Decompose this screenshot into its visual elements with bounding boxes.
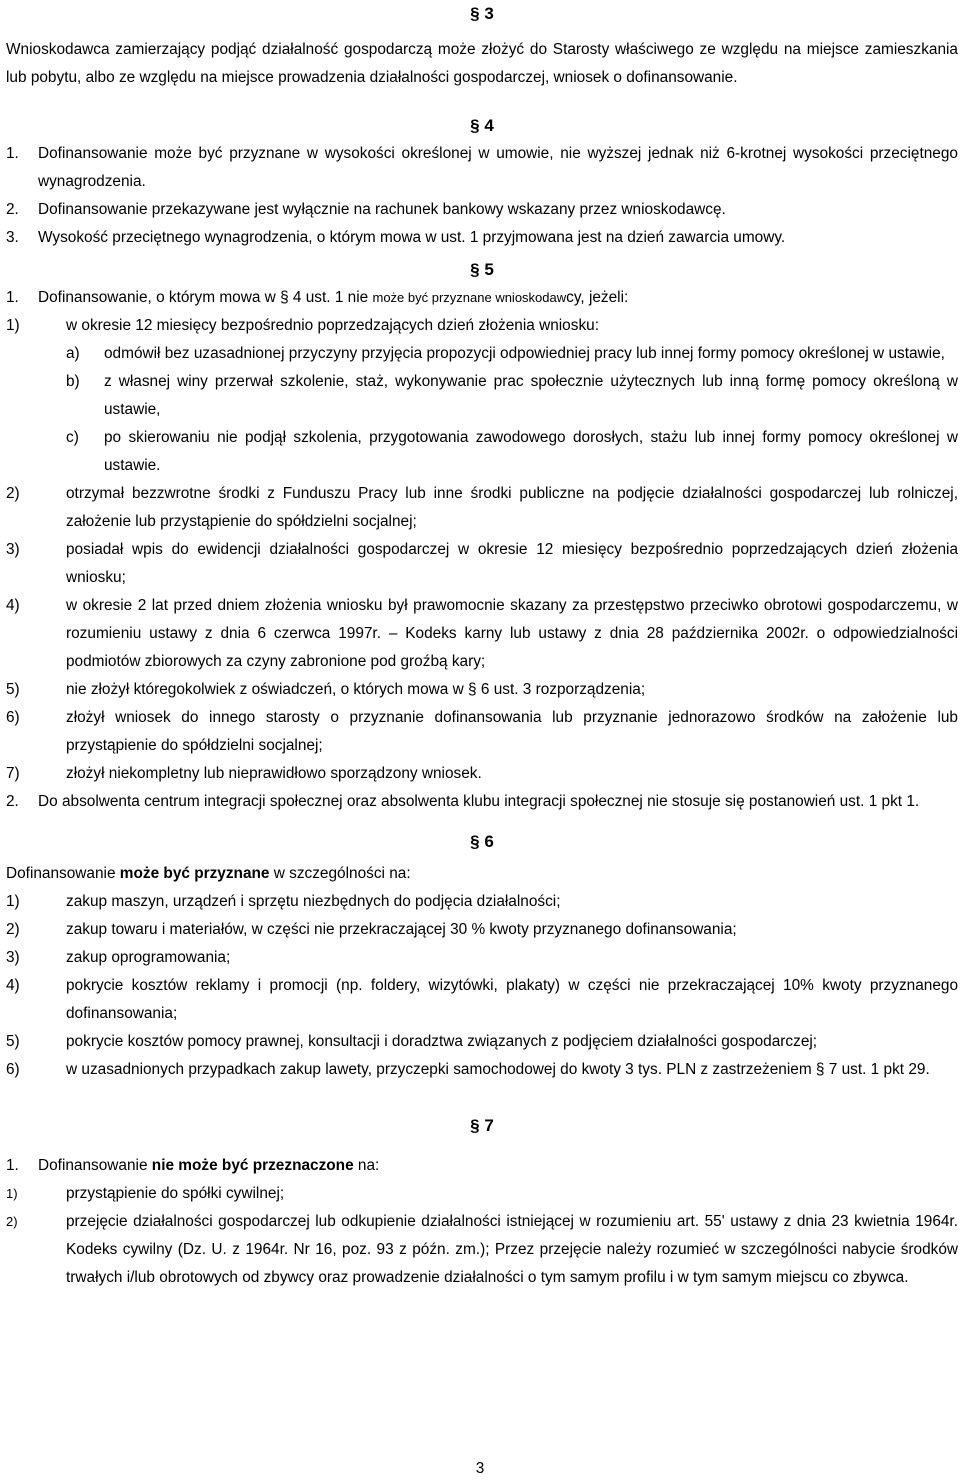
paragraph-text: Dofinansowanie nie może być przeznaczone na: <box>38 1157 380 1174</box>
item-text: w okresie 12 miesięcy bezpośrednio poprzedzających dzień złożenia wniosku: <box>66 317 599 334</box>
section-5-item <box>6 536 958 592</box>
section-6-intro: Dofinansowanie może być przyznane w szczególności na: <box>6 865 411 882</box>
section-4-item <box>6 196 958 224</box>
section-4-item <box>6 140 958 196</box>
item-text: w okresie 2 lat przed dniem złożenia wniosku był prawomocnie skazany za przestępstwo przeciwko obrotowi gospodarczemu, w rozumieniu ustawy z dnia 6 czerwca 1997r. – Kodeks karny lub ustawy z dnia 28 października 2002r. o odpowiedzialności podmiotów zbiorowych za czyny zabronione pod groźbą kary; <box>66 597 958 670</box>
item-text: Wysokość przeciętnego wynagrodzenia, o którym mowa w ust. 1 przyjmowana jest na dzień zawarcia umowy. <box>38 229 786 246</box>
item-number: 1) <box>6 1186 18 1201</box>
section-3-heading: § 3 <box>470 4 494 23</box>
item-number: 1. <box>6 145 19 162</box>
item-text: nie złożył któregokolwiek z oświadczeń, o których mowa w § 6 ust. 3 rozporządzenia; <box>66 681 646 698</box>
item-text: pokrycie kosztów reklamy i promocji (np. foldery, wizytówki, plakaty) w części nie przekraczającej 10% kwoty przyznanego dofinansowania; <box>66 977 958 1022</box>
subitem-text: po skierowaniu nie podjął szkolenia, przygotowania zawodowego dorosłych, stażu lub innej formy pomocy określonej w ustawie. <box>104 429 958 474</box>
section-6-heading: § 6 <box>470 832 494 851</box>
item-number: 3. <box>6 229 19 246</box>
item-text: przystąpienie do spółki cywilnej; <box>66 1185 285 1202</box>
paragraph-text: Dofinansowanie, o którym mowa w § 4 ust. 1 nie może być przyznane wnioskodawcy, jeżeli: <box>38 289 629 306</box>
item-number: 2. <box>6 201 19 218</box>
section-5-subitem <box>6 340 958 368</box>
section-6-item <box>6 972 958 1028</box>
section-5-paragraph-1 <box>6 284 958 312</box>
section-7-heading: § 7 <box>470 1116 494 1135</box>
item-number: 2) <box>6 921 20 938</box>
item-text: zakup towaru i materiałów, w części nie przekraczającej 30 % kwoty przyznanego dofinansowania; <box>66 921 737 938</box>
paragraph-number: 1. <box>6 1157 19 1174</box>
item-text: Dofinansowanie może być przyznane w wysokości określonej w umowie, nie wyższej jednak niż 6-krotnej wysokości przeciętnego wynagrodzenia. <box>38 145 958 190</box>
subitem-letter: b) <box>66 373 80 390</box>
paragraph-text: Do absolwenta centrum integracji społecznej oraz absolwenta klubu integracji społecznej nie stosuje się postanowień ust. 1 pkt 1. <box>38 793 920 810</box>
section-7-item <box>6 1180 958 1208</box>
section-5-item <box>6 592 958 676</box>
section-7-item <box>6 1208 958 1292</box>
item-text: pokrycie kosztów pomocy prawnej, konsultacji i doradztwa związanych z podjęciem działalności gospodarczej; <box>66 1033 818 1050</box>
item-number: 4) <box>6 977 20 994</box>
section-4-item <box>6 224 958 252</box>
section-6-item <box>6 1028 958 1056</box>
item-text: zakup oprogramowania; <box>66 949 231 966</box>
item-number: 7) <box>6 765 20 782</box>
item-text: złożył wniosek do innego starosty o przyznanie dofinansowania lub przyznanie jednorazowo środków na założenie lub przystąpienie do spółdzielni socjalnej; <box>66 709 958 754</box>
item-number: 2) <box>6 1214 18 1229</box>
item-number: 6) <box>6 709 20 726</box>
item-text: zakup maszyn, urządzeń i sprzętu niezbędnych do podjęcia działalności; <box>66 893 561 910</box>
item-number: 6) <box>6 1061 20 1078</box>
paragraph-number: 1. <box>6 289 19 306</box>
subitem-letter: c) <box>66 429 79 446</box>
section-4-heading: § 4 <box>470 116 494 135</box>
item-number: 2) <box>6 485 20 502</box>
section-6-item <box>6 1056 958 1084</box>
section-7-paragraph-1 <box>6 1152 958 1180</box>
section-3-text: Wnioskodawca zamierzający podjąć działalność gospodarczą może złożyć do Starosty właściwego ze względu na miejsce zamieszkania lub pobytu, albo ze względu na miejsce prowadzenia działalności gospodarczej, wniosek o dofinansowanie. <box>6 41 958 86</box>
subitem-text: odmówił bez uzasadnionej przyczyny przyjęcia propozycji odpowiedniej pracy lub innej formy pomocy określonej w ustawie, <box>104 345 945 362</box>
item-text: otrzymał bezzwrotne środki z Funduszu Pracy lub inne środki publiczne na podjęcie działalności gospodarczej lub rolniczej, założenie lub przystąpienie do spółdzielni socjalnej; <box>66 485 958 530</box>
item-number: 4) <box>6 597 20 614</box>
item-number: 1) <box>6 893 20 910</box>
item-number: 1) <box>6 317 20 334</box>
item-number: 5) <box>6 1033 20 1050</box>
section-5-subitem <box>6 424 958 480</box>
item-number: 3) <box>6 949 20 966</box>
item-text: Dofinansowanie przekazywane jest wyłącznie na rachunek bankowy wskazany przez wnioskodawcę. <box>38 201 726 218</box>
section-6-item <box>6 944 958 972</box>
section-5-item <box>6 676 958 704</box>
section-5-heading: § 5 <box>470 260 494 279</box>
section-5-paragraph-2 <box>6 788 958 816</box>
item-text: złożył niekompletny lub nieprawidłowo sporządzony wniosek. <box>66 765 482 782</box>
item-text: posiadał wpis do ewidencji działalności gospodarczej w okresie 12 miesięcy bezpośrednio poprzedzających dzień złożenia wniosku; <box>66 541 958 586</box>
section-5-item <box>6 760 958 788</box>
item-text: w uzasadnionych przypadkach zakup lawety, przyczepki samochodowej do kwoty 3 tys. PLN z zastrzeżeniem § 7 ust. 1 pkt 29. <box>66 1061 930 1078</box>
section-5-subitem <box>6 368 958 424</box>
subitem-text: z własnej winy przerwał szkolenie, staż, wykonywanie prac społecznie użytecznych lub inną formę pomocy określoną w ustawie, <box>104 373 958 418</box>
section-5-item <box>6 312 958 340</box>
paragraph-number: 2. <box>6 793 19 810</box>
section-5-item <box>6 480 958 536</box>
item-text: przejęcie działalności gospodarczej lub odkupienie działalności istniejącej w rozumieniu art. 55' ustawy z dnia 23 kwietnia 1964r. Kodeks cywilny (Dz. U. z 1964r. Nr 16, poz. 93 z późn. zm.); Przez przejęcie należy rozumieć w szczególności nabycie środków trwałych i/lub obrotowych od zbywcy oraz prowadzenie działalności o tym samym profilu i w tym samym miejscu co zbywca. <box>66 1213 958 1286</box>
section-6-item <box>6 916 958 944</box>
item-number: 3) <box>6 541 20 558</box>
subitem-letter: a) <box>66 345 80 362</box>
page-number: 3 <box>475 1460 485 1477</box>
document-page <box>6 0 958 1292</box>
item-number: 5) <box>6 681 20 698</box>
section-5-item <box>6 704 958 760</box>
section-6-item <box>6 888 958 916</box>
